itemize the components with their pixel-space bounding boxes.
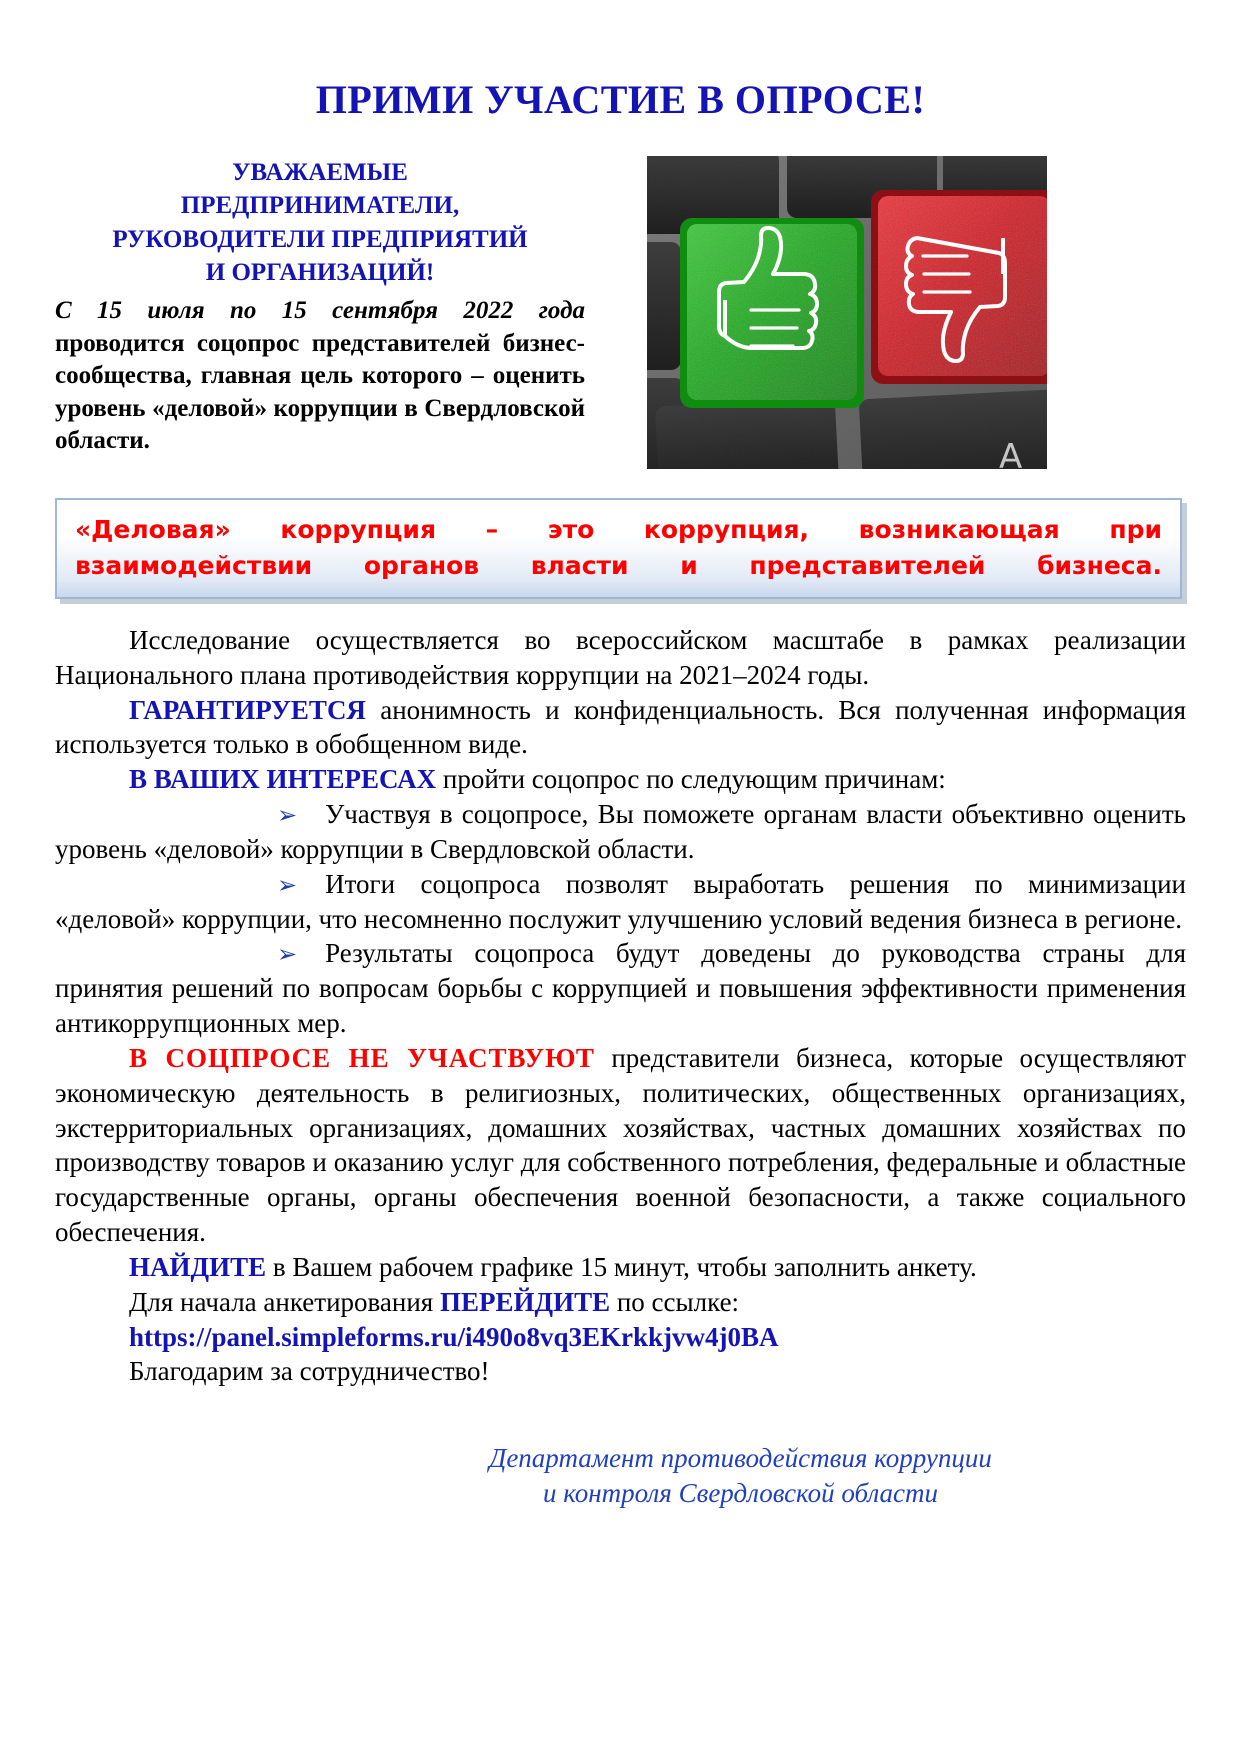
intro-paragraph-rest: проводится соцопрос представителей бизнес-сообщества, главная цель которого – оценить уровень «деловой» коррупции в Свердловской области. — [55, 329, 585, 454]
intro-date-range: С 15 июля по 15 сентября 2022 года — [55, 297, 585, 324]
page-title: ПРИМИ УЧАСТИЕ В ОПРОСЕ! — [315, 77, 926, 122]
intro-paragraph — [55, 295, 585, 458]
svg-text:A: A — [999, 437, 1023, 469]
paragraph-go-to-link-prefix: Для начала анкетирования — [129, 1286, 440, 1317]
definition-banner — [55, 498, 1182, 599]
salutation-line-1: УВАЖАЕМЫЕ — [232, 159, 408, 186]
list-item — [55, 936, 1186, 1040]
arrow-bullet-icon: ➢ — [277, 940, 298, 969]
emphasis-find: НАЙДИТЕ — [129, 1251, 267, 1282]
intro-text-column — [55, 156, 585, 458]
paragraph-go-to-link-suffix: по ссылке: — [610, 1286, 740, 1317]
paragraph-research-scope: Исследование осуществляется во всероссийском масштабе в рамках реализации Национального плана противодействия коррупции на 2021–2024 годы. — [55, 625, 1186, 690]
intro-section — [55, 156, 1186, 476]
emphasis-in-your-interest: В ВАШИХ ИНТЕРЕСАХ — [129, 764, 437, 795]
thanks-line: Благодарим за сотрудничество! — [129, 1356, 490, 1387]
paragraph-anonymity — [55, 693, 1186, 763]
paragraph-go-to-link — [55, 1285, 1186, 1320]
list-item-text: Результаты соцопроса будут доведены до руководства страны для принятия решений по вопросам борьбы с коррупцией и повышения эффективности применения антикоррупционных мер. — [55, 938, 1186, 1039]
arrow-bullet-icon: ➢ — [277, 870, 298, 899]
signature-line-2: и контроля Свердловской области — [542, 1478, 939, 1509]
signature-block — [55, 1441, 1186, 1511]
paragraph-exclusions-rest: представители бизнеса, которые осуществляют экономическую деятельность в религиозных, политических, общественных организациях, экстерриториальных организациях, домашних хозяйствах, частных домашних хозяйствах по производству товаров и оказанию услуг для собственного потребления, федеральные и областные государственные органы, органы обеспечения военной безопасности, а также социального обеспечения. — [55, 1042, 1186, 1248]
emphasis-go-to: ПЕРЕЙДИТЕ — [439, 1286, 611, 1317]
salutation — [55, 156, 585, 289]
emphasis-guaranteed: ГАРАНТИРУЕТСЯ — [129, 694, 366, 725]
signature-line-1: Департамент противодействия коррупции — [489, 1443, 992, 1474]
definition-text: «Деловая» коррупция – это коррупция, возникающая при взаимодействии органов власти и представителей бизнеса. — [75, 515, 1162, 580]
salutation-line-3: РУКОВОДИТЕЛИ ПРЕДПРИЯТИЙ — [112, 225, 528, 253]
salutation-line-2: ПРЕДПРИНИМАТЕЛИ, — [180, 192, 460, 220]
paragraph-exclusions — [55, 1041, 1186, 1250]
list-item-text: Участвуя в соцопросе, Вы поможете органам власти объективно оценить уровень «деловой» коррупции в Свердловской области. — [55, 799, 1186, 864]
list-item — [55, 867, 1186, 937]
salutation-line-4: И ОРГАНИЗАЦИЙ! — [205, 258, 435, 286]
list-item — [55, 797, 1186, 867]
list-item-text: Итоги соцопроса позволят выработать решения по минимизации «деловой» коррупции, что несомненно послужит улучшению условий ведения бизнеса в регионе. — [55, 868, 1186, 934]
paragraph-find-time-rest: в Вашем рабочем графике 15 минут, чтобы заполнить анкету. — [266, 1251, 977, 1282]
paragraph-in-your-interest — [55, 762, 1186, 797]
keyboard-thumbs-photo — [647, 156, 1047, 469]
paragraph-anonymity-rest: анонимность и конфиденциальность. Вся полученная информация используется только в обобщенном виде. — [55, 694, 1186, 760]
arrow-bullet-icon: ➢ — [277, 801, 298, 830]
paragraph-find-time — [55, 1250, 1186, 1285]
paragraph-in-your-interest-rest: пройти соцопрос по следующим причинам: — [436, 764, 946, 795]
body-text — [55, 623, 1186, 1389]
emphasis-not-participating: В СОЦПРОСЕ НЕ УЧАСТВУЮТ — [129, 1042, 595, 1073]
keyboard-thumbs-illustration — [647, 156, 1047, 469]
survey-url-link[interactable]: https://panel.simpleforms.ru/i490o8vq3EKrkkjvw4j0BA — [129, 1321, 779, 1352]
